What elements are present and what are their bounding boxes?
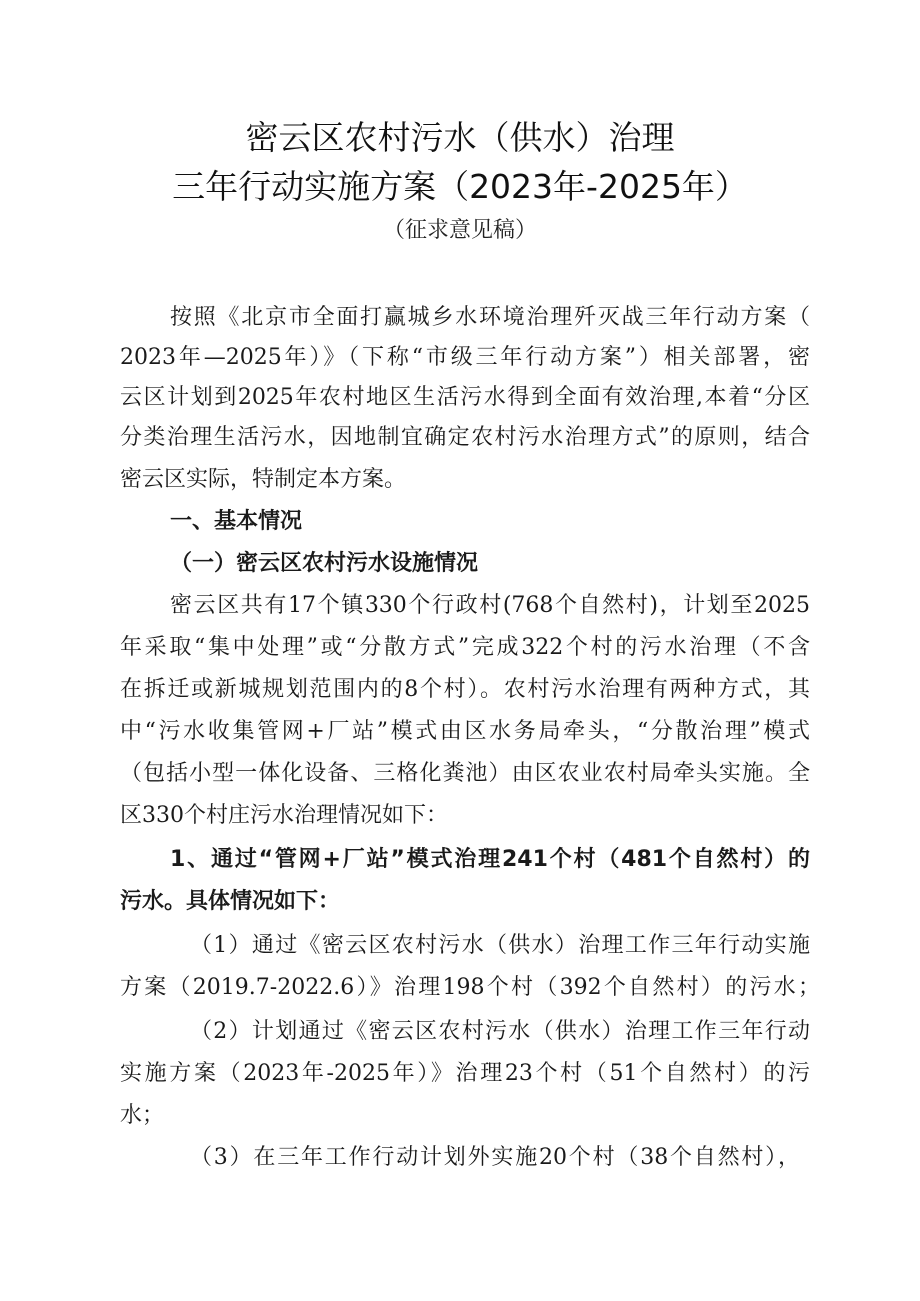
bold-item-line: 污水。具体情况如下： [120, 889, 341, 914]
paragraph-line: 区330个村庄污水治理情况如下： [120, 803, 448, 828]
paragraph-line: 按照《北京市全面打赢城乡水环境治理歼灭战三年行动方案（ [170, 305, 810, 330]
subsection-heading: （一）密云区农村污水设施情况 [170, 551, 479, 576]
paragraph-line: 年采取“集中处理”或“分散方式”完成322个村的污水治理（不含 [120, 635, 810, 660]
sub-item-line: 水； [120, 1103, 165, 1128]
paragraph-line: 分类治理生活污水，因地制宜确定农村污水治理方式”的原则，结合 [120, 425, 810, 450]
paragraph-line: （包括小型一体化设备、三格化粪池）由区农业农村局牵头实施。全 [120, 761, 810, 786]
sub-item-line: 实施方案（2023年-2025年）》治理23个村（51个自然村）的污 [120, 1061, 810, 1086]
paragraph-line: 密云区实际，特制定本方案。 [120, 467, 407, 492]
section-heading: 一、基本情况 [170, 509, 303, 534]
paragraph-line: 2023年—2025年）》（下称“市级三年行动方案”）相关部署，密 [120, 345, 810, 370]
paragraph-line: 云区计划到2025年农村地区生活污水得到全面有效治理,本着“分区 [120, 385, 810, 410]
sub-item-line: （3）在三年工作行动计划外实施20个村（38个自然村）， [190, 1145, 800, 1170]
paragraph-line: 在拆迁或新城规划范围内的8个村）。农村污水治理有两种方式，其 [120, 677, 810, 702]
paragraph-line: 中“污水收集管网+厂站”模式由区水务局牵头，“分散治理”模式 [120, 719, 810, 744]
bold-item-line: 1、通过“管网+厂站”模式治理241个村（481个自然村）的 [170, 847, 810, 872]
paragraph-line: 密云区共有17个镇330个行政村(768个自然村)，计划至2025 [170, 593, 810, 618]
sub-item-line: （2）计划通过《密云区农村污水（供水）治理工作三年行动 [190, 1019, 810, 1044]
sub-item-line: （1）通过《密云区农村污水（供水）治理工作三年行动实施 [190, 933, 810, 958]
document-title-line-1: 密云区农村污水（供水）治理 [245, 118, 675, 157]
document-title-line-2: 三年行动实施方案（2023年-2025年） [172, 167, 748, 206]
document-subtitle: （征求意见稿） [382, 218, 537, 243]
sub-item-line: 方案（2019.7-2022.6）》治理198个村（392个自然村）的污水； [120, 975, 820, 1000]
